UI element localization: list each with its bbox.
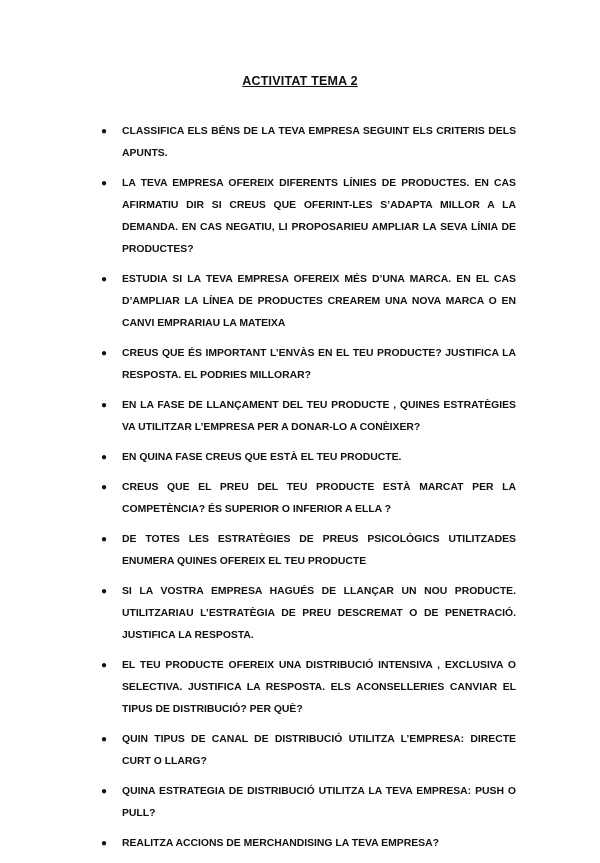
activity-list <box>101 121 516 863</box>
list-item <box>101 395 516 439</box>
list-item <box>101 477 516 521</box>
list-item-text: CREUS QUE ÉS IMPORTANT L’ENVÀS EN EL TEU PRODUCTE? JUSTIFICA LA RESPOSTA. EL PODRIES MILLORAR? <box>122 348 516 381</box>
list-item-text: EN LA FASE DE LLANÇAMENT DEL TEU PRODUCTE , QUINES ESTRATÈGIES VA UTILITZAR L’EMPRESA PER A DONAR-LO A CONÈIXER? <box>122 400 516 433</box>
list-item <box>101 529 516 573</box>
bullet-icon: ● <box>101 126 108 137</box>
list-item-text: ESTUDIA SI LA TEVA EMPRESA OFEREIX MÉS D’UNA MARCA. EN EL CAS D’AMPLIAR LA LÍNEA DE PRODUCTES CREAREM UNA NOVA MARCA O EN CANVI EMPRARIAU LA MATEIXA <box>122 274 516 329</box>
bullet-icon: ● <box>101 534 108 545</box>
bullet-icon: ● <box>101 734 108 745</box>
list-item <box>101 173 516 261</box>
list-item-text: CREUS QUE EL PREU DEL TEU PRODUCTE ESTÀ MARCAT PER LA COMPETÈNCIA? ÉS SUPERIOR O INFERIOR A ELLA ? <box>122 482 516 515</box>
bullet-icon: ● <box>101 838 108 849</box>
list-item-text: CLASSIFICA ELS BÉNS DE LA TEVA EMPRESA SEGUINT ELS CRITERIS DELS APUNTS. <box>122 126 516 159</box>
list-item <box>101 581 516 647</box>
list-item-text: DE TOTES LES ESTRATÈGIES DE PREUS PSICOLÒGICS UTILITZADES ENUMERA QUINES OFEREIX EL TEU PRODUCTE <box>122 534 516 567</box>
document-title: ACTIVITAT TEMA 2 <box>242 74 358 88</box>
bullet-icon: ● <box>101 482 108 493</box>
list-item-text: REALITZA ACCIONS DE MERCHANDISING LA TEVA EMPRESA? <box>122 838 439 849</box>
bullet-icon: ● <box>101 274 108 285</box>
list-item <box>101 729 516 773</box>
list-item-text: EN QUINA FASE CREUS QUE ESTÀ EL TEU PRODUCTE. <box>122 452 402 463</box>
bullet-icon: ● <box>101 660 108 671</box>
list-item-text: QUINA ESTRATEGIA DE DISTRIBUCIÓ UTILITZA LA TEVA EMPRESA: PUSH O PULL? <box>122 786 516 819</box>
list-item <box>101 655 516 721</box>
list-item <box>101 121 516 165</box>
list-item-text: EL TEU PRODUCTE OFEREIX UNA DISTRIBUCIÓ INTENSIVA , EXCLUSIVA O SELECTIVA. JUSTIFICA LA RESPOSTA. ELS ACONSELLERIES CANVIAR EL TIPUS DE DISTRIBUCIÓ? PER QUÈ? <box>122 660 516 715</box>
list-item <box>101 781 516 825</box>
list-item <box>101 343 516 387</box>
list-item-text: SI LA VOSTRA EMPRESA HAGUÉS DE LLANÇAR UN NOU PRODUCTE. UTILITZARIAU L’ESTRATÈGIA DE PREU DESCREMAT O DE PENETRACIÓ. JUSTIFICA LA RESPOSTA. <box>122 586 516 641</box>
bullet-icon: ● <box>101 178 108 189</box>
bullet-icon: ● <box>101 586 108 597</box>
bullet-icon: ● <box>101 452 108 463</box>
list-item-text: LA TEVA EMPRESA OFEREIX DIFERENTS LÍNIES DE PRODUCTES. EN CAS AFIRMATIU DIR SI CREUS QUE OFERINT-LES S’ADAPTA MILLOR A LA DEMANDA. EN CAS NEGATIU, LI PROPOSARIEU AMPLIAR LA SEVA LÍNIA DE PRODUCTES? <box>122 178 516 255</box>
list-item <box>101 447 516 469</box>
list-item-text: QUIN TIPUS DE CANAL DE DISTRIBUCIÓ UTILITZA L’EMPRESA: DIRECTE CURT O LLARG? <box>122 734 516 767</box>
list-item <box>101 833 516 855</box>
bullet-icon: ● <box>101 400 108 411</box>
bullet-icon: ● <box>101 786 108 797</box>
list-item <box>101 269 516 335</box>
bullet-icon: ● <box>101 348 108 359</box>
